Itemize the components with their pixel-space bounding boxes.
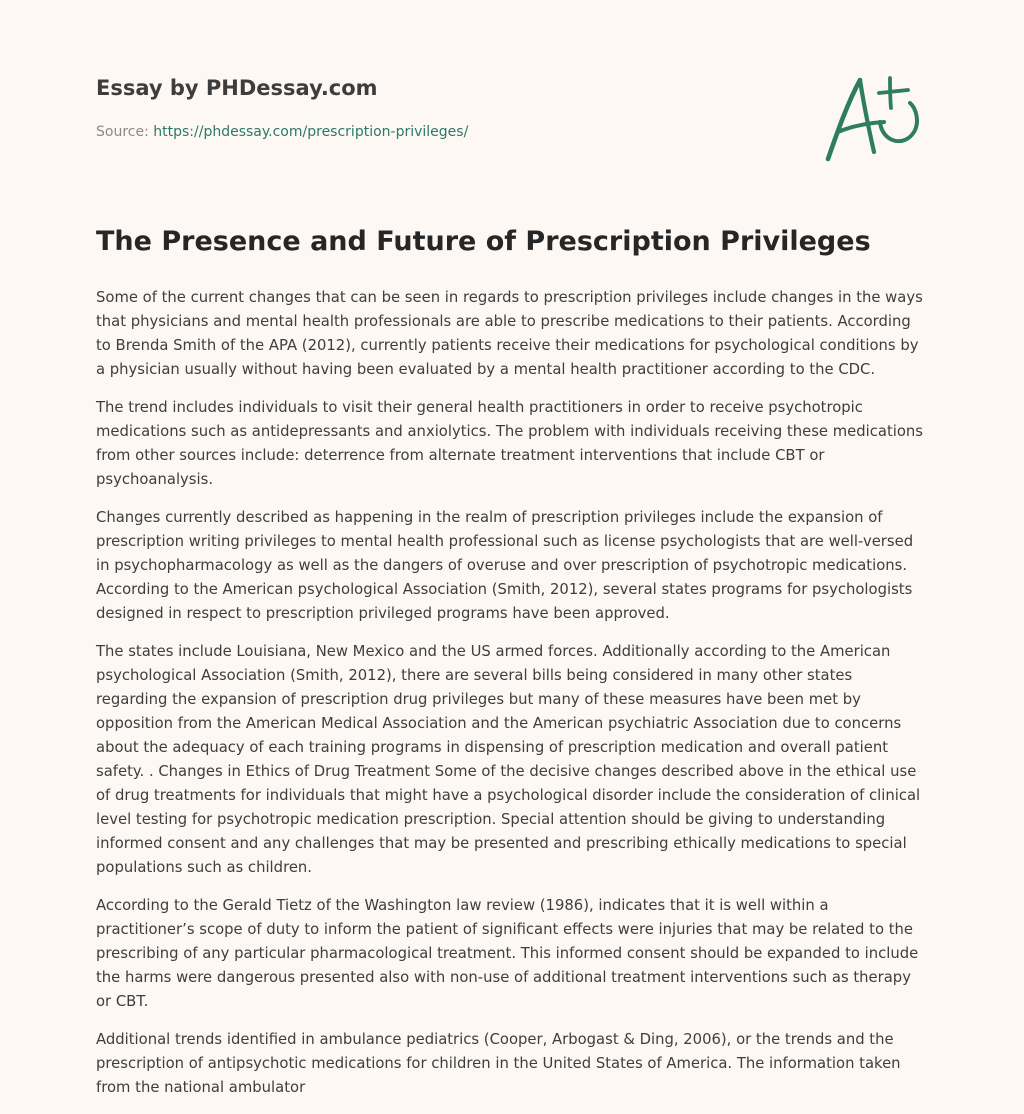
source-label: Source:	[96, 124, 149, 140]
paragraph: Additional trends identified in ambulance pediatrics (Cooper, Arbogast & Ding, 2006), or the trends and the prescription of antipsychotic medications for children in the United States of America. The information taken from the national ambulator	[96, 1031, 901, 1096]
paragraph: The states include Louisiana, New Mexico and the US armed forces. Additionally according to the American psychological Association (Smith, 2012), there are several bills being considered in many other states regarding the expansion of prescription drug privileges but many of these measures have been met by opposition from the American Medical Association and the American psychiatric Association due to concerns about the adequacy of each training programs in dispensing of prescription medication and overall patient safety. . Changes in Ethics of Drug Treatment Some of the decisive changes described above in the ethical use of drug treatments for individuals that might have a psychological disorder include the consideration of clinical level testing for psychotropic medication prescription. Special attention should be giving to understanding informed consent and any challenges that may be presented and prescribing ethically medications to special populations such as children.	[96, 643, 921, 876]
source-line	[96, 124, 468, 140]
site-title: Essay by PHDessay.com	[96, 76, 378, 100]
source-link[interactable]: https://phdessay.com/prescription-privileges/	[153, 124, 469, 140]
paragraph: The trend includes individuals to visit their general health practitioners in order to receive psychotropic medications such as antidepressants and anxiolytics. The problem with individuals receiving these medications from other sources include: deterrence from alternate treatment interventions that include CBT or psychoanalysis.	[96, 399, 923, 488]
article-title: The Presence and Future of Prescription Privileges	[96, 226, 871, 257]
a-plus-logo-icon	[824, 68, 928, 164]
paragraph: Some of the current changes that can be seen in regards to prescription privileges include changes in the ways that physicians and mental health professionals are able to prescribe medications to their patients. According to Brenda Smith of the APA (2012), currently patients receive their medications for psychological conditions by a physician usually without having been evaluated by a mental health practitioner according to the CDC.	[96, 289, 923, 378]
article-body	[96, 286, 928, 1114]
paragraph: According to the Gerald Tietz of the Washington law review (1986), indicates that it is well within a practitioner’s scope of duty to inform the patient of significant effects were injuries that may be related to the prescribing of any particular pharmacological treatment. This informed consent should be expanded to include the harms were dangerous presented also with non-use of additional treatment interventions such as therapy or CBT.	[96, 897, 919, 1010]
paragraph: Changes currently described as happening in the realm of prescription privileges include the expansion of prescription writing privileges to mental health professional such as license psychologists that are well-versed in psychopharmacology as well as the dangers of overuse and over prescription of psychotropic medications. According to the American psychological Association (Smith, 2012), several states programs for psychologists designed in respect to prescription privileged programs have been approved.	[96, 509, 914, 622]
